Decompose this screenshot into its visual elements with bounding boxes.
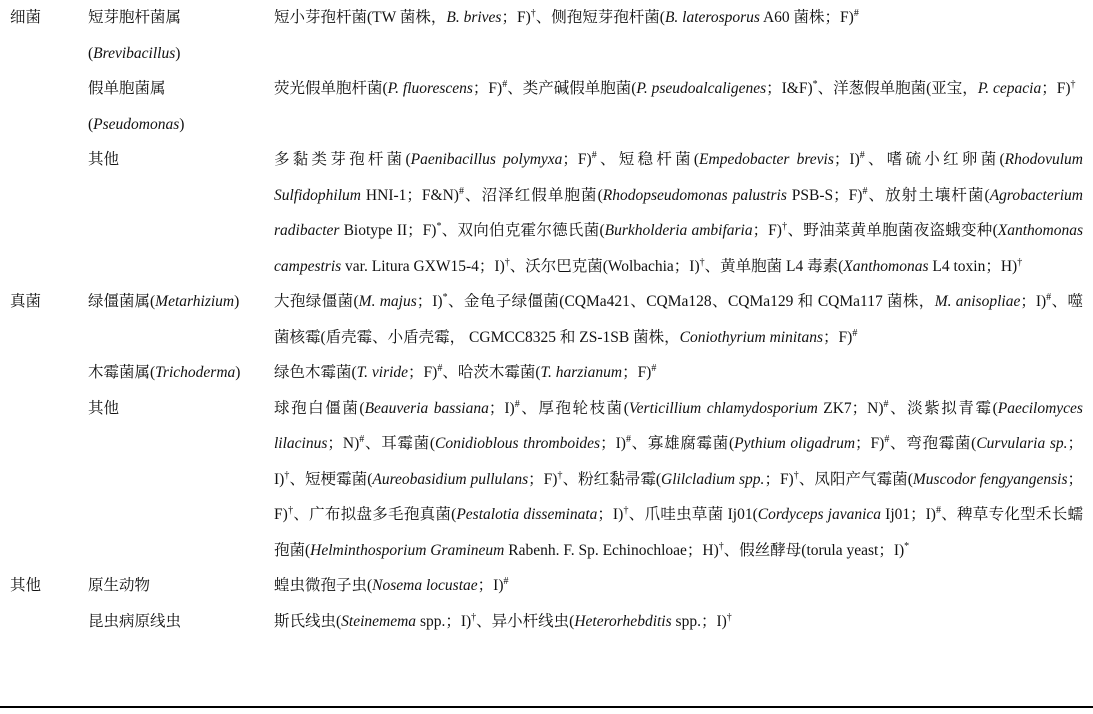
- species-text: 、寡雄腐霉菌(: [630, 435, 735, 452]
- species-text: 绿色木霉菌(: [274, 364, 357, 381]
- species-text: ；I): [833, 151, 860, 168]
- species-text: 、粉红黏帚霉(: [562, 470, 662, 488]
- latin-name: Rhodopseudomonas palustris: [602, 186, 787, 204]
- species-text: var. Litura GXW15-4；I): [341, 257, 505, 275]
- species-text: ；F): [1041, 80, 1071, 97]
- footnote-mark: #: [503, 576, 509, 587]
- kingdom-cell: [0, 142, 78, 284]
- latin-name: B. brives: [446, 9, 502, 26]
- footnote-mark: #: [1046, 292, 1052, 303]
- species-text: spp.；I): [671, 612, 727, 630]
- footnote-mark: †: [557, 469, 563, 481]
- species-text: 、侧孢短芽孢杆菌(: [535, 9, 665, 26]
- species-cell: [274, 355, 1093, 391]
- species-text: ；F): [823, 328, 853, 346]
- kingdom-cell: [0, 604, 78, 640]
- kingdom-cell: 其他: [10, 577, 42, 594]
- footnote-mark: #: [591, 150, 597, 161]
- genus-name: 昆虫病原线虫: [88, 612, 182, 630]
- latin-name: P. cepacia: [977, 80, 1042, 97]
- footnote-mark: #: [437, 363, 443, 374]
- footnote-mark: #: [852, 327, 858, 339]
- latin-name: Coniothyrium minitans: [679, 328, 824, 346]
- species-text: Biotype II；F): [339, 222, 437, 239]
- footnote-mark: †: [471, 611, 477, 623]
- footnote-mark: †: [1070, 79, 1076, 90]
- genus-name: 原生动物: [88, 577, 151, 594]
- latin-name: T. harzianum: [540, 364, 623, 381]
- species-text: ；F): [501, 9, 531, 26]
- footnote-mark: #: [514, 398, 520, 410]
- species-text: 、短梗霉菌(: [289, 470, 373, 488]
- species-text: 、黄单胞菌 L4 毒素(: [704, 257, 844, 275]
- species-text: 蝗虫微孢子虫(: [274, 577, 373, 594]
- genus-cell: [78, 604, 274, 640]
- table-row: [0, 604, 1093, 640]
- kingdom-cell: [0, 391, 78, 569]
- species-text: 、沃尔巴克菌(Wolbachia；I): [509, 257, 700, 275]
- table-row: [0, 142, 1093, 284]
- footnote-mark: †: [284, 469, 290, 481]
- species-text: 、金龟子绿僵菌(CQMa421、CQMa128、CQMa129 和 CQMa117 菌株，: [447, 293, 935, 310]
- footnote-mark: †: [781, 221, 788, 232]
- footnote-mark: #: [883, 398, 889, 410]
- genus-cell: 短芽胞杆菌属 (Brevibacillus): [88, 9, 182, 62]
- species-text: 、洋葱假单胞菌(亚宝，: [817, 80, 978, 97]
- species-text: Ij01；I): [881, 506, 936, 523]
- species-text: 、淡紫拟青霉(: [888, 399, 998, 417]
- genus-latin: Metarhizium: [155, 293, 235, 310]
- species-text: ；I&F): [766, 80, 813, 97]
- species-text: L4 toxin；H): [928, 257, 1018, 275]
- species-text: 大孢绿僵菌(: [274, 293, 359, 310]
- genus-latin: Pseudomonas: [93, 115, 180, 133]
- species-text: ；I): [488, 399, 515, 417]
- species-text: 多黏类芽孢杆菌(: [274, 151, 411, 168]
- genus-cell: [78, 355, 274, 391]
- species-text: 、弯孢霉菌(: [889, 435, 977, 452]
- footnote-mark: *: [904, 540, 910, 552]
- latin-name: Beauveria bassiana: [364, 399, 489, 417]
- latin-name: Steinemema: [341, 612, 417, 630]
- latin-name: Empedobacter brevis: [699, 151, 834, 168]
- species-text: 、耳霉菌(: [364, 435, 436, 452]
- footnote-mark: #: [651, 363, 657, 374]
- latin-name: Pestalotia disseminata: [456, 506, 598, 523]
- footnote-mark: †: [793, 469, 799, 481]
- genus-name: 短芽胞杆菌属: [88, 9, 182, 26]
- footnote-mark: †: [726, 611, 732, 623]
- species-text: 、噬菌核霉(盾壳霉、小盾壳霉， CGMCC8325 和 ZS-1SB 菌株，: [274, 293, 1083, 346]
- latin-name: Xanthomonas campestris: [274, 222, 1083, 275]
- latin-name: Helminthosporium Gramineum: [310, 541, 505, 559]
- species-cell: [274, 0, 1093, 71]
- genus-close-paren: ): [235, 364, 241, 381]
- genus-name: 其他: [88, 399, 120, 417]
- latin-name: Glilcladium spp.: [661, 470, 765, 488]
- table-row: [0, 284, 1093, 355]
- footnote-mark: *: [812, 79, 818, 90]
- latin-name: Curvularia sp.: [976, 435, 1068, 452]
- latin-name: M. anisopliae: [934, 293, 1021, 310]
- genus-name: 绿僵菌属(: [88, 293, 156, 310]
- table-row: [0, 355, 1093, 391]
- species-text: ；I): [1020, 293, 1047, 310]
- kingdom-cell: [0, 71, 78, 142]
- species-text: 、双向伯克霍尔德氏菌(: [441, 222, 605, 239]
- genus-cell: [78, 391, 274, 569]
- table-row: [0, 71, 1093, 142]
- footnote-mark: *: [442, 292, 448, 303]
- species-text: ZK7；N): [817, 399, 884, 417]
- species-cell: [274, 604, 1093, 640]
- species-text: 、野油菜黄单胞菌夜盗蛾变种(: [787, 222, 998, 239]
- latin-name: Paenibacillus polymyxa: [410, 151, 563, 168]
- latin-name: Verticillium chlamydosporium: [628, 399, 818, 417]
- footnote-mark: #: [625, 434, 631, 445]
- footnote-mark: †: [504, 256, 510, 268]
- latin-name: P. pseudoalcaligenes: [636, 80, 767, 97]
- table-row: [0, 391, 1093, 569]
- species-text: 荧光假单胞杆菌(: [274, 80, 388, 97]
- footnote-mark: †: [530, 8, 536, 19]
- kingdom-cell: 真菌: [10, 293, 42, 310]
- genus-name: 其他: [88, 151, 120, 168]
- species-text: ；I): [477, 577, 504, 594]
- species-text: ；F): [274, 470, 1083, 523]
- genus-cell: [78, 142, 274, 284]
- species-text: ；I): [416, 293, 443, 310]
- genus-latin: Trichoderma: [155, 364, 236, 381]
- genus-name: 假单胞菌属: [88, 80, 166, 97]
- species-text: 、假丝酵母(torula yeast；I): [723, 541, 905, 559]
- latin-name: P. fluorescens: [387, 80, 473, 97]
- species-text: ；F): [562, 151, 592, 168]
- species-text: 、凤阳产气霉菌(: [798, 470, 913, 488]
- species-text: ；N): [327, 435, 360, 452]
- species-cell: [274, 284, 1093, 355]
- species-text: 、嗜硫小红卵菌(: [864, 151, 1005, 168]
- footnote-mark: †: [623, 505, 629, 516]
- species-text: 球孢白僵菌(: [274, 399, 365, 417]
- latin-name: Heterorhebditis: [574, 612, 672, 630]
- species-cell: [274, 391, 1093, 569]
- table-row: [0, 568, 1093, 604]
- species-text: ；F): [472, 80, 503, 97]
- footnote-mark: #: [884, 434, 890, 445]
- species-cell: [274, 71, 1093, 142]
- footnote-mark: †: [718, 540, 724, 552]
- species-text: spp.；I): [416, 612, 472, 630]
- species-text: ；F): [528, 470, 558, 488]
- genus-cell: [78, 284, 274, 355]
- species-text: PSB-S；F): [786, 186, 863, 204]
- species-text: 、沼泽红假单胞菌(: [463, 186, 603, 204]
- bottom-rule: [0, 706, 1093, 708]
- latin-name: Burkholderia ambifaria: [604, 222, 753, 239]
- species-text: ；I): [600, 435, 626, 452]
- footnote-mark: *: [436, 221, 442, 232]
- species-text: 、异小杆线虫(: [476, 612, 575, 630]
- footnote-mark: #: [935, 505, 941, 516]
- species-text: 、放射土壤杆菌(: [867, 186, 990, 204]
- species-text: ；F): [408, 364, 438, 381]
- footnote-mark: †: [287, 505, 294, 516]
- latin-name: Nosema locustae: [372, 577, 478, 594]
- species-text: 、哈茨木霉菌(: [442, 364, 541, 381]
- kingdom-cell: 细菌: [10, 9, 42, 26]
- latin-name: Agrobacterium radibacter: [274, 186, 1083, 239]
- genus-cell: [78, 568, 274, 604]
- species-text: 、稗草专化型禾长蠕孢菌(: [274, 506, 1083, 559]
- latin-name: Cordyceps javanica: [757, 506, 882, 523]
- species-text: 、爪哇虫草菌 Ij01(: [628, 506, 758, 523]
- species-text: 斯氏线虫(: [274, 612, 342, 630]
- latin-name: Rhodovulum Sulfidophilum: [274, 151, 1083, 204]
- footnote-mark: #: [458, 185, 464, 197]
- footnote-mark: #: [359, 434, 365, 445]
- latin-name: M. majus: [358, 293, 417, 310]
- species-text: A60 菌株；F): [759, 9, 854, 26]
- species-text: 、短稳杆菌(: [596, 151, 700, 168]
- footnote-mark: #: [502, 79, 508, 90]
- latin-name: T. viride: [356, 364, 409, 381]
- latin-name: Pythium oligadrum: [734, 435, 856, 452]
- footnote-mark: †: [1017, 256, 1023, 268]
- footnote-mark: #: [862, 185, 868, 197]
- species-text: ；F): [622, 364, 652, 381]
- species-cell: [274, 142, 1093, 284]
- genus-latin: Brevibacillus: [93, 44, 176, 62]
- species-text: ；F): [752, 222, 782, 239]
- species-text: 、厚孢轮枝菌(: [519, 399, 629, 417]
- genus-close-paren: ): [234, 293, 240, 310]
- genus-cell: 假单胞菌属 (Pseudomonas): [88, 80, 185, 133]
- genus-name: 木霉菌属(: [88, 364, 156, 381]
- latin-name: Conidioblous thromboides: [435, 435, 601, 452]
- species-text: ；I): [274, 435, 1083, 488]
- species-text: ；F): [764, 470, 794, 488]
- species-text: ；F): [855, 435, 885, 452]
- species-cell: [274, 568, 1093, 604]
- species-text: Rabenh. F. Sp. Echinochloae；H): [504, 541, 719, 559]
- footnote-mark: †: [699, 256, 705, 268]
- latin-name: Muscodor fengyangensis: [912, 470, 1068, 488]
- species-text: 、广布拟盘多毛孢真菌(: [293, 506, 457, 523]
- footnote-mark: #: [853, 8, 859, 19]
- species-text: 短小芽孢杆菌(TW 菌株，: [274, 9, 447, 26]
- latin-name: Xanthomonas: [843, 257, 929, 275]
- species-text: ；I): [597, 506, 624, 523]
- footnote-mark: #: [859, 150, 865, 161]
- species-text: 、类产碱假单胞菌(: [507, 80, 637, 97]
- latin-name: Paecilomyces lilacinus: [274, 399, 1083, 452]
- latin-name: B. laterosporus: [664, 9, 760, 26]
- species-text: HNI-1；F&N): [360, 186, 459, 204]
- table-row: [0, 0, 1093, 71]
- kingdom-cell: [0, 355, 78, 391]
- latin-name: Aureobasidium pullulans: [372, 470, 529, 488]
